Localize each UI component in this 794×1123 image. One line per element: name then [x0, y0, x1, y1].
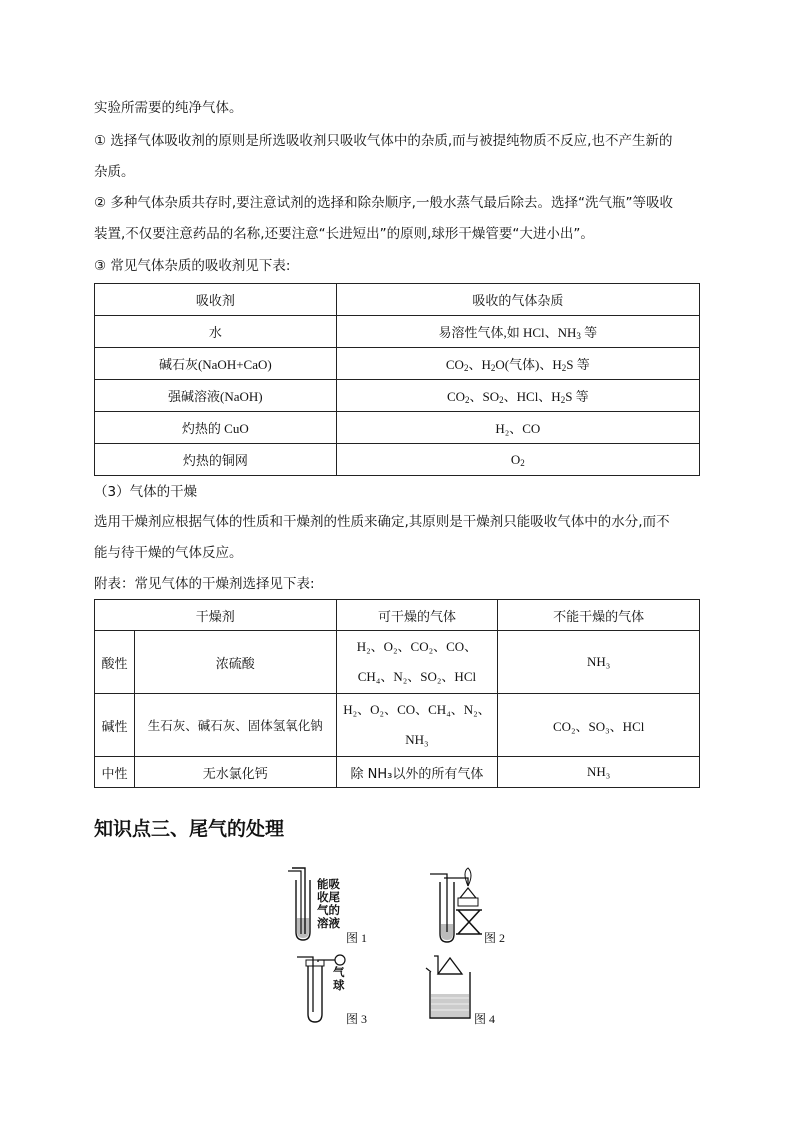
figure1-label: 能吸 收尾 气的 溶液 [317, 877, 340, 930]
para-absorbent-principle-2: 杂质。 [94, 164, 135, 180]
table-header: 可干燥的气体 [336, 600, 498, 631]
table-cell: H₂、O₂、CO、CH₄、N₂、 NH₃ [336, 694, 498, 757]
para-multiple-impurities-1: ② 多种气体杂质共存时,要注意试剂的选择和除杂顺序,一般水蒸气最后除去。选择“洗气瓶”等吸收 [94, 195, 673, 211]
table-cell: H₂、O₂、CO₂、CO、 CH₄、N₂、SO₂、HCl [336, 631, 498, 694]
desiccant-table [94, 599, 700, 788]
table-row [95, 631, 700, 694]
para-absorbent-principle-1: ① 选择气体吸收剂的原则是所选吸收剂只吸收气体中的杂质,而与被提纯物质不反应,也不产生新的 [94, 133, 673, 149]
table-row [95, 412, 700, 444]
table-row [95, 284, 700, 316]
table-row [95, 380, 700, 412]
para-table2-intro: 附表：常见气体的干燥剂选择见下表: [94, 576, 315, 592]
para-table1-intro: ③ 常见气体杂质的吸收剂见下表: [94, 258, 291, 274]
table-cell: NH₃ [498, 757, 700, 788]
table-header: 干燥剂 [95, 600, 337, 631]
table-row [95, 600, 700, 631]
table-cell: H₂、CO [336, 412, 699, 444]
funnel-beaker-icon [424, 952, 476, 1024]
table-row [95, 348, 700, 380]
table-cell: 水 [95, 316, 337, 348]
table-cell: 无水氯化钙 [134, 757, 336, 788]
para-multiple-impurities-2: 装置,不仅要注意药品的名称,还要注意“长进短出”的原则,球形干燥管要“大进小出”。 [94, 226, 594, 242]
section-title: 知识点三、尾气的处理 [94, 818, 285, 840]
table-cell: 强碱溶液(NaOH) [95, 380, 337, 412]
table-cell: 易溶性气体,如 HCl、$NH_3$ 等 [336, 316, 699, 348]
table-cell: CO₂、SO₃、HCl [498, 694, 700, 757]
para-drying-principle-2: 能与待干燥的气体反应。 [94, 545, 243, 561]
figure3-label: 气 球 [333, 965, 345, 992]
table-row [95, 316, 700, 348]
absorbent-table [94, 283, 700, 476]
figure3-caption: 图 3 [346, 1012, 368, 1026]
para-pure-gas: 实验所需要的纯净气体。 [94, 100, 243, 116]
table-header: 吸收的气体杂质 [336, 284, 699, 316]
table-cell: $CO_2$、$SO_2$、HCl、$H_2S$ 等 [336, 380, 699, 412]
table-header: 吸收剂 [95, 284, 337, 316]
combustion-burner-icon [428, 866, 490, 944]
table-cell: 浓硫酸 [134, 631, 336, 694]
table-row [95, 694, 700, 757]
para-drying-heading: （3）气体的干燥 [94, 484, 198, 500]
table-cell: 除 NH₃以外的所有气体 [336, 757, 498, 788]
table-header: 不能干燥的气体 [498, 600, 700, 631]
figure1-caption: 图 1 [346, 931, 368, 945]
table-cell: 酸性 [95, 631, 135, 694]
table-cell: 碱石灰(NaOH+CaO) [95, 348, 337, 380]
para-drying-principle-1: 选用干燥剂应根据气体的性质和干燥剂的性质来确定,其原则是干燥剂只能吸收气体中的水分,而不 [94, 514, 670, 530]
table-cell: 灼热的 CuO [95, 412, 337, 444]
table-cell: $O_2$ [336, 444, 699, 476]
figure4-caption: 图 4 [474, 1012, 496, 1026]
table-cell: 灼热的铜网 [95, 444, 337, 476]
table-cell: NH₃ [498, 631, 700, 694]
table-cell: $CO_2$、$H_2O$(气体)、$H_2S$ 等 [336, 348, 699, 380]
table-cell: 中性 [95, 757, 135, 788]
table-cell: 生石灰、碱石灰、固体氢氧化钠 [134, 694, 336, 757]
figure2-caption: 图 2 [484, 931, 506, 945]
table-row [95, 444, 700, 476]
table-row [95, 757, 700, 788]
table-cell: 碱性 [95, 694, 135, 757]
